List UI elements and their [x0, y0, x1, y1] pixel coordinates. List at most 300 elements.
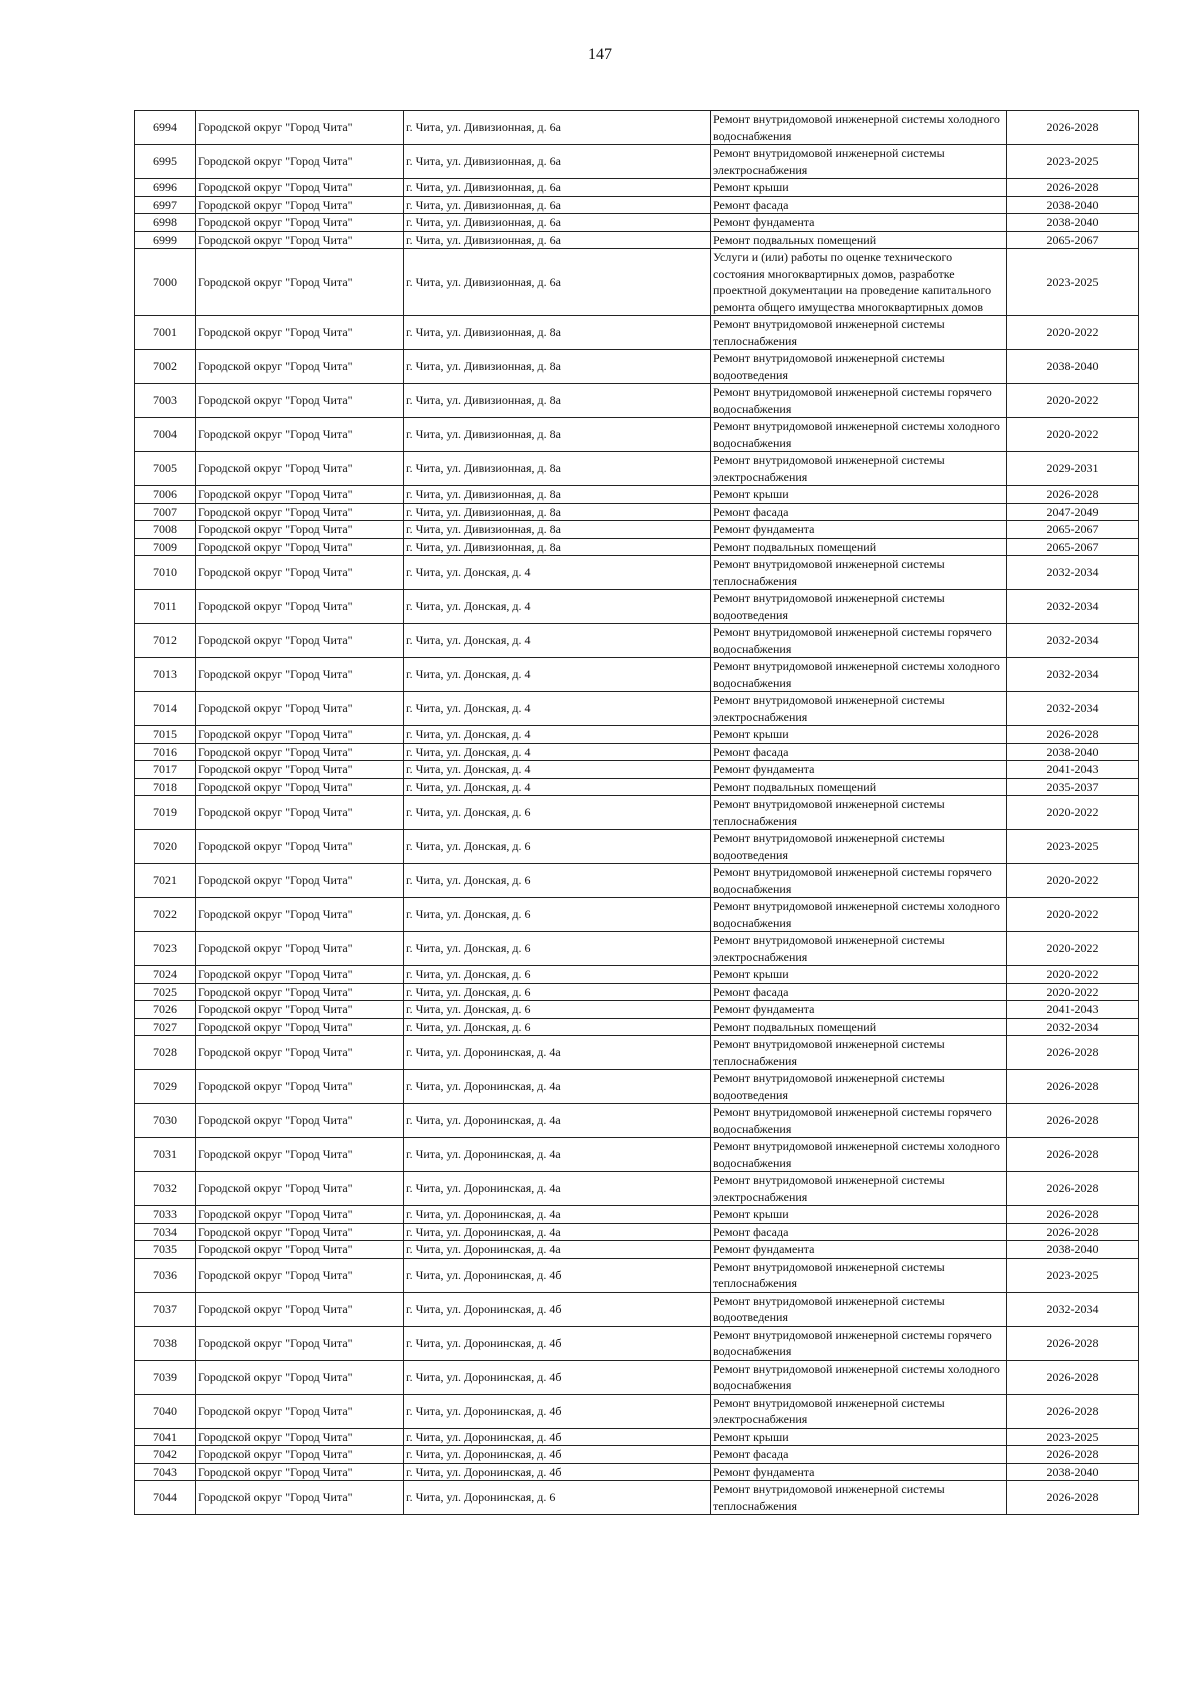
work-type-cell: Ремонт крыши	[711, 1428, 1007, 1446]
table-row	[135, 1104, 1139, 1138]
row-number-cell: 7009	[135, 538, 196, 556]
address-cell: г. Чита, ул. Дивизионная, д. 8а	[404, 350, 711, 384]
work-type-cell: Ремонт фундамента	[711, 761, 1007, 779]
work-type-cell: Ремонт фундамента	[711, 1241, 1007, 1259]
row-number-cell: 7028	[135, 1036, 196, 1070]
period-cell: 2026-2028	[1007, 1138, 1139, 1172]
work-type-cell: Ремонт крыши	[711, 1206, 1007, 1224]
table-row	[135, 1481, 1139, 1515]
municipality-cell: Городской округ "Город Чита"	[196, 1326, 404, 1360]
period-cell: 2035-2037	[1007, 778, 1139, 796]
table-row	[135, 796, 1139, 830]
table-row	[135, 503, 1139, 521]
municipality-cell: Городской округ "Город Чита"	[196, 864, 404, 898]
work-type-cell: Ремонт фундамента	[711, 1001, 1007, 1019]
address-cell: г. Чита, ул. Дивизионная, д. 6а	[404, 196, 711, 214]
row-number-cell: 6994	[135, 111, 196, 145]
work-type-cell: Ремонт внутридомовой инженерной системы холодного водоснабжения	[711, 111, 1007, 145]
municipality-cell: Городской округ "Город Чита"	[196, 1206, 404, 1224]
municipality-cell: Городской округ "Город Чита"	[196, 1258, 404, 1292]
address-cell: г. Чита, ул. Доронинская, д. 4а	[404, 1241, 711, 1259]
work-type-cell: Ремонт фундамента	[711, 1463, 1007, 1481]
table-row	[135, 145, 1139, 179]
row-number-cell: 7022	[135, 898, 196, 932]
period-cell: 2023-2025	[1007, 1258, 1139, 1292]
table-row	[135, 1241, 1139, 1259]
period-cell: 2032-2034	[1007, 590, 1139, 624]
period-cell: 2020-2022	[1007, 316, 1139, 350]
row-number-cell: 7026	[135, 1001, 196, 1019]
address-cell: г. Чита, ул. Донская, д. 4	[404, 624, 711, 658]
table-row	[135, 1446, 1139, 1464]
address-cell: г. Чита, ул. Донская, д. 4	[404, 692, 711, 726]
table-row	[135, 1070, 1139, 1104]
period-cell: 2023-2025	[1007, 830, 1139, 864]
address-cell: г. Чита, ул. Донская, д. 6	[404, 1018, 711, 1036]
row-number-cell: 7016	[135, 743, 196, 761]
table-row	[135, 418, 1139, 452]
work-type-cell: Ремонт внутридомовой инженерной системы горячего водоснабжения	[711, 624, 1007, 658]
work-type-cell: Ремонт внутридомовой инженерной системы электроснабжения	[711, 932, 1007, 966]
row-number-cell: 6997	[135, 196, 196, 214]
period-cell: 2032-2034	[1007, 1018, 1139, 1036]
work-type-cell: Ремонт внутридомовой инженерной системы электроснабжения	[711, 1394, 1007, 1428]
address-cell: г. Чита, ул. Дивизионная, д. 8а	[404, 384, 711, 418]
municipality-cell: Городской округ "Город Чита"	[196, 521, 404, 539]
address-cell: г. Чита, ул. Дивизионная, д. 8а	[404, 486, 711, 504]
work-type-cell: Ремонт внутридомовой инженерной системы холодного водоснабжения	[711, 898, 1007, 932]
table-row	[135, 761, 1139, 779]
address-cell: г. Чита, ул. Доронинская, д. 4а	[404, 1172, 711, 1206]
period-cell: 2038-2040	[1007, 1463, 1139, 1481]
period-cell: 2026-2028	[1007, 486, 1139, 504]
period-cell: 2020-2022	[1007, 384, 1139, 418]
table-row	[135, 932, 1139, 966]
municipality-cell: Городской округ "Город Чита"	[196, 418, 404, 452]
municipality-cell: Городской округ "Город Чита"	[196, 761, 404, 779]
row-number-cell: 7007	[135, 503, 196, 521]
municipality-cell: Городской округ "Город Чита"	[196, 145, 404, 179]
table-row	[135, 1326, 1139, 1360]
table-row	[135, 898, 1139, 932]
work-type-cell: Ремонт фасада	[711, 743, 1007, 761]
period-cell: 2026-2028	[1007, 1481, 1139, 1515]
work-type-cell: Ремонт фундамента	[711, 214, 1007, 232]
address-cell: г. Чита, ул. Доронинская, д. 4б	[404, 1446, 711, 1464]
work-type-cell: Ремонт фасада	[711, 1446, 1007, 1464]
table-row	[135, 1360, 1139, 1394]
address-cell: г. Чита, ул. Донская, д. 6	[404, 983, 711, 1001]
municipality-cell: Городской округ "Город Чита"	[196, 179, 404, 197]
table-row	[135, 486, 1139, 504]
municipality-cell: Городской округ "Город Чита"	[196, 1104, 404, 1138]
address-cell: г. Чита, ул. Дивизионная, д. 8а	[404, 418, 711, 452]
table-row	[135, 1138, 1139, 1172]
address-cell: г. Чита, ул. Доронинская, д. 4б	[404, 1258, 711, 1292]
row-number-cell: 7014	[135, 692, 196, 726]
address-cell: г. Чита, ул. Донская, д. 6	[404, 1001, 711, 1019]
municipality-cell: Городской округ "Город Чита"	[196, 1292, 404, 1326]
row-number-cell: 7019	[135, 796, 196, 830]
address-cell: г. Чита, ул. Доронинская, д. 4б	[404, 1360, 711, 1394]
period-cell: 2029-2031	[1007, 452, 1139, 486]
table-row	[135, 1428, 1139, 1446]
municipality-cell: Городской округ "Город Чита"	[196, 1070, 404, 1104]
address-cell: г. Чита, ул. Донская, д. 6	[404, 898, 711, 932]
period-cell: 2026-2028	[1007, 1206, 1139, 1224]
row-number-cell: 7036	[135, 1258, 196, 1292]
row-number-cell: 7017	[135, 761, 196, 779]
period-cell: 2032-2034	[1007, 658, 1139, 692]
municipality-cell: Городской округ "Город Чита"	[196, 1223, 404, 1241]
period-cell: 2041-2043	[1007, 1001, 1139, 1019]
period-cell: 2026-2028	[1007, 726, 1139, 744]
municipality-cell: Городской округ "Город Чита"	[196, 1481, 404, 1515]
work-type-cell: Ремонт внутридомовой инженерной системы теплоснабжения	[711, 556, 1007, 590]
work-type-cell: Ремонт внутридомовой инженерной системы теплоснабжения	[711, 1481, 1007, 1515]
municipality-cell: Городской округ "Город Чита"	[196, 1394, 404, 1428]
period-cell: 2026-2028	[1007, 1036, 1139, 1070]
municipality-cell: Городской округ "Город Чита"	[196, 1036, 404, 1070]
period-cell: 2023-2025	[1007, 1428, 1139, 1446]
address-cell: г. Чита, ул. Донская, д. 4	[404, 778, 711, 796]
table-row	[135, 624, 1139, 658]
municipality-cell: Городской округ "Город Чита"	[196, 231, 404, 249]
municipality-cell: Городской округ "Город Чита"	[196, 249, 404, 316]
municipality-cell: Городской округ "Город Чита"	[196, 932, 404, 966]
work-type-cell: Ремонт внутридомовой инженерной системы электроснабжения	[711, 452, 1007, 486]
period-cell: 2065-2067	[1007, 538, 1139, 556]
work-type-cell: Ремонт внутридомовой инженерной системы горячего водоснабжения	[711, 1326, 1007, 1360]
row-number-cell: 7035	[135, 1241, 196, 1259]
row-number-cell: 7031	[135, 1138, 196, 1172]
row-number-cell: 7021	[135, 864, 196, 898]
period-cell: 2032-2034	[1007, 556, 1139, 590]
municipality-cell: Городской округ "Город Чита"	[196, 830, 404, 864]
row-number-cell: 7023	[135, 932, 196, 966]
row-number-cell: 7025	[135, 983, 196, 1001]
period-cell: 2038-2040	[1007, 196, 1139, 214]
period-cell: 2038-2040	[1007, 214, 1139, 232]
work-type-cell: Ремонт внутридомовой инженерной системы теплоснабжения	[711, 316, 1007, 350]
table-row	[135, 1172, 1139, 1206]
period-cell: 2038-2040	[1007, 350, 1139, 384]
work-type-cell: Ремонт внутридомовой инженерной системы водоотведения	[711, 590, 1007, 624]
table-row	[135, 1223, 1139, 1241]
row-number-cell: 7039	[135, 1360, 196, 1394]
municipality-cell: Городской округ "Город Чита"	[196, 898, 404, 932]
period-cell: 2038-2040	[1007, 743, 1139, 761]
address-cell: г. Чита, ул. Доронинская, д. 4б	[404, 1394, 711, 1428]
period-cell: 2038-2040	[1007, 1241, 1139, 1259]
table-row	[135, 1036, 1139, 1070]
row-number-cell: 6999	[135, 231, 196, 249]
municipality-cell: Городской округ "Город Чита"	[196, 1018, 404, 1036]
table-row	[135, 538, 1139, 556]
work-type-cell: Ремонт внутридомовой инженерной системы холодного водоснабжения	[711, 1360, 1007, 1394]
row-number-cell: 7043	[135, 1463, 196, 1481]
period-cell: 2020-2022	[1007, 418, 1139, 452]
municipality-cell: Городской округ "Город Чита"	[196, 556, 404, 590]
municipality-cell: Городской округ "Город Чита"	[196, 1172, 404, 1206]
address-cell: г. Чита, ул. Дивизионная, д. 6а	[404, 111, 711, 145]
municipality-cell: Городской округ "Город Чита"	[196, 316, 404, 350]
municipality-cell: Городской округ "Город Чита"	[196, 590, 404, 624]
municipality-cell: Городской округ "Город Чита"	[196, 1446, 404, 1464]
address-cell: г. Чита, ул. Дивизионная, д. 6а	[404, 179, 711, 197]
work-type-cell: Ремонт внутридомовой инженерной системы горячего водоснабжения	[711, 384, 1007, 418]
work-type-cell: Ремонт фасада	[711, 503, 1007, 521]
address-cell: г. Чита, ул. Донская, д. 4	[404, 726, 711, 744]
work-type-cell: Ремонт крыши	[711, 966, 1007, 984]
work-type-cell: Ремонт внутридомовой инженерной системы водоотведения	[711, 830, 1007, 864]
row-number-cell: 7005	[135, 452, 196, 486]
address-cell: г. Чита, ул. Дивизионная, д. 8а	[404, 316, 711, 350]
address-cell: г. Чита, ул. Дивизионная, д. 8а	[404, 538, 711, 556]
municipality-cell: Городской округ "Город Чита"	[196, 1138, 404, 1172]
period-cell: 2065-2067	[1007, 521, 1139, 539]
row-number-cell: 6998	[135, 214, 196, 232]
municipality-cell: Городской округ "Город Чита"	[196, 658, 404, 692]
work-type-cell: Ремонт внутридомовой инженерной системы холодного водоснабжения	[711, 418, 1007, 452]
work-type-cell: Ремонт внутридомовой инженерной системы теплоснабжения	[711, 1036, 1007, 1070]
work-type-cell: Ремонт внутридомовой инженерной системы холодного водоснабжения	[711, 1138, 1007, 1172]
address-cell: г. Чита, ул. Дивизионная, д. 8а	[404, 521, 711, 539]
table-row	[135, 1018, 1139, 1036]
work-type-cell: Ремонт подвальных помещений	[711, 778, 1007, 796]
address-cell: г. Чита, ул. Доронинская, д. 4а	[404, 1104, 711, 1138]
table-row	[135, 521, 1139, 539]
work-type-cell: Ремонт внутридомовой инженерной системы водоотведения	[711, 1292, 1007, 1326]
period-cell: 2047-2049	[1007, 503, 1139, 521]
work-type-cell: Ремонт подвальных помещений	[711, 1018, 1007, 1036]
row-number-cell: 7011	[135, 590, 196, 624]
row-number-cell: 7002	[135, 350, 196, 384]
period-cell: 2026-2028	[1007, 1446, 1139, 1464]
row-number-cell: 7042	[135, 1446, 196, 1464]
municipality-cell: Городской округ "Город Чита"	[196, 538, 404, 556]
row-number-cell: 7000	[135, 249, 196, 316]
municipality-cell: Городской округ "Город Чита"	[196, 1428, 404, 1446]
address-cell: г. Чита, ул. Донская, д. 6	[404, 796, 711, 830]
work-type-cell: Ремонт внутридомовой инженерной системы электроснабжения	[711, 145, 1007, 179]
work-type-cell: Ремонт крыши	[711, 486, 1007, 504]
address-cell: г. Чита, ул. Дивизионная, д. 6а	[404, 249, 711, 316]
table-row	[135, 692, 1139, 726]
table-row	[135, 249, 1139, 316]
work-type-cell: Ремонт внутридомовой инженерной системы водоотведения	[711, 350, 1007, 384]
work-type-cell: Ремонт крыши	[711, 179, 1007, 197]
address-cell: г. Чита, ул. Доронинская, д. 4б	[404, 1428, 711, 1446]
row-number-cell: 6996	[135, 179, 196, 197]
table-row	[135, 1394, 1139, 1428]
municipality-cell: Городской округ "Город Чита"	[196, 1360, 404, 1394]
municipality-cell: Городской округ "Город Чита"	[196, 966, 404, 984]
period-cell: 2020-2022	[1007, 932, 1139, 966]
address-cell: г. Чита, ул. Донская, д. 4	[404, 743, 711, 761]
work-type-cell: Ремонт фундамента	[711, 521, 1007, 539]
municipality-cell: Городской округ "Город Чита"	[196, 624, 404, 658]
work-type-cell: Ремонт внутридомовой инженерной системы теплоснабжения	[711, 1258, 1007, 1292]
period-cell: 2020-2022	[1007, 864, 1139, 898]
period-cell: 2026-2028	[1007, 1172, 1139, 1206]
table-row	[135, 452, 1139, 486]
row-number-cell: 7020	[135, 830, 196, 864]
work-type-cell: Ремонт внутридомовой инженерной системы теплоснабжения	[711, 796, 1007, 830]
row-number-cell: 7003	[135, 384, 196, 418]
address-cell: г. Чита, ул. Доронинская, д. 4б	[404, 1292, 711, 1326]
row-number-cell: 7004	[135, 418, 196, 452]
period-cell: 2026-2028	[1007, 111, 1139, 145]
row-number-cell: 7010	[135, 556, 196, 590]
period-cell: 2020-2022	[1007, 966, 1139, 984]
row-number-cell: 7041	[135, 1428, 196, 1446]
row-number-cell: 7032	[135, 1172, 196, 1206]
row-number-cell: 7018	[135, 778, 196, 796]
table-row	[135, 1206, 1139, 1224]
table-row	[135, 983, 1139, 1001]
repair-schedule-table	[134, 110, 1139, 1515]
period-cell: 2041-2043	[1007, 761, 1139, 779]
period-cell: 2032-2034	[1007, 1292, 1139, 1326]
address-cell: г. Чита, ул. Доронинская, д. 4б	[404, 1463, 711, 1481]
page-number: 147	[588, 46, 612, 63]
address-cell: г. Чита, ул. Донская, д. 6	[404, 864, 711, 898]
municipality-cell: Городской округ "Город Чита"	[196, 726, 404, 744]
period-cell: 2020-2022	[1007, 898, 1139, 932]
row-number-cell: 7030	[135, 1104, 196, 1138]
table-row	[135, 778, 1139, 796]
period-cell: 2026-2028	[1007, 1223, 1139, 1241]
municipality-cell: Городской округ "Город Чита"	[196, 692, 404, 726]
municipality-cell: Городской округ "Город Чита"	[196, 1241, 404, 1259]
table-row	[135, 658, 1139, 692]
table-row	[135, 214, 1139, 232]
work-type-cell: Услуги и (или) работы по оценке технического состояния многоквартирных домов, разработке проектной документации на проведение капитального ремонта общего имущества многоквартирных домов	[711, 249, 1007, 316]
address-cell: г. Чита, ул. Донская, д. 4	[404, 590, 711, 624]
table-row	[135, 864, 1139, 898]
work-type-cell: Ремонт фасада	[711, 1223, 1007, 1241]
address-cell: г. Чита, ул. Донская, д. 6	[404, 830, 711, 864]
municipality-cell: Городской округ "Город Чита"	[196, 983, 404, 1001]
row-number-cell: 7034	[135, 1223, 196, 1241]
municipality-cell: Городской округ "Город Чита"	[196, 778, 404, 796]
table-row	[135, 196, 1139, 214]
period-cell: 2023-2025	[1007, 249, 1139, 316]
period-cell: 2026-2028	[1007, 1326, 1139, 1360]
work-type-cell: Ремонт крыши	[711, 726, 1007, 744]
municipality-cell: Городской округ "Город Чита"	[196, 503, 404, 521]
row-number-cell: 7015	[135, 726, 196, 744]
municipality-cell: Городской округ "Город Чита"	[196, 796, 404, 830]
period-cell: 2020-2022	[1007, 796, 1139, 830]
table-row	[135, 179, 1139, 197]
table-row	[135, 231, 1139, 249]
table-row	[135, 1001, 1139, 1019]
address-cell: г. Чита, ул. Доронинская, д. 4а	[404, 1206, 711, 1224]
address-cell: г. Чита, ул. Доронинская, д. 4а	[404, 1036, 711, 1070]
table-row	[135, 966, 1139, 984]
row-number-cell: 6995	[135, 145, 196, 179]
municipality-cell: Городской округ "Город Чита"	[196, 384, 404, 418]
row-number-cell: 7040	[135, 1394, 196, 1428]
table-row	[135, 830, 1139, 864]
address-cell: г. Чита, ул. Доронинская, д. 4б	[404, 1326, 711, 1360]
row-number-cell: 7001	[135, 316, 196, 350]
period-cell: 2065-2067	[1007, 231, 1139, 249]
address-cell: г. Чита, ул. Дивизионная, д. 8а	[404, 503, 711, 521]
table-row	[135, 384, 1139, 418]
row-number-cell: 7024	[135, 966, 196, 984]
municipality-cell: Городской округ "Город Чита"	[196, 111, 404, 145]
address-cell: г. Чита, ул. Донская, д. 6	[404, 966, 711, 984]
row-number-cell: 7044	[135, 1481, 196, 1515]
period-cell: 2026-2028	[1007, 179, 1139, 197]
row-number-cell: 7033	[135, 1206, 196, 1224]
municipality-cell: Городской округ "Город Чита"	[196, 350, 404, 384]
table-row	[135, 1258, 1139, 1292]
row-number-cell: 7006	[135, 486, 196, 504]
work-type-cell: Ремонт внутридомовой инженерной системы горячего водоснабжения	[711, 1104, 1007, 1138]
table-row	[135, 316, 1139, 350]
address-cell: г. Чита, ул. Донская, д. 4	[404, 761, 711, 779]
municipality-cell: Городской округ "Город Чита"	[196, 486, 404, 504]
period-cell: 2032-2034	[1007, 624, 1139, 658]
municipality-cell: Городской округ "Город Чита"	[196, 214, 404, 232]
address-cell: г. Чита, ул. Дивизионная, д. 6а	[404, 214, 711, 232]
address-cell: г. Чита, ул. Доронинская, д. 4а	[404, 1138, 711, 1172]
address-cell: г. Чита, ул. Доронинская, д. 6	[404, 1481, 711, 1515]
period-cell: 2023-2025	[1007, 145, 1139, 179]
address-cell: г. Чита, ул. Донская, д. 6	[404, 932, 711, 966]
work-type-cell: Ремонт фасада	[711, 983, 1007, 1001]
row-number-cell: 7027	[135, 1018, 196, 1036]
municipality-cell: Городской округ "Город Чита"	[196, 1463, 404, 1481]
work-type-cell: Ремонт подвальных помещений	[711, 538, 1007, 556]
work-type-cell: Ремонт фасада	[711, 196, 1007, 214]
row-number-cell: 7012	[135, 624, 196, 658]
work-type-cell: Ремонт внутридомовой инженерной системы электроснабжения	[711, 1172, 1007, 1206]
municipality-cell: Городской округ "Город Чита"	[196, 743, 404, 761]
address-cell: г. Чита, ул. Дивизионная, д. 8а	[404, 452, 711, 486]
table-row	[135, 111, 1139, 145]
table-row	[135, 1292, 1139, 1326]
period-cell: 2032-2034	[1007, 692, 1139, 726]
municipality-cell: Городской округ "Город Чита"	[196, 452, 404, 486]
row-number-cell: 7029	[135, 1070, 196, 1104]
period-cell: 2026-2028	[1007, 1360, 1139, 1394]
row-number-cell: 7013	[135, 658, 196, 692]
row-number-cell: 7037	[135, 1292, 196, 1326]
table-row	[135, 590, 1139, 624]
table-row	[135, 743, 1139, 761]
address-cell: г. Чита, ул. Донская, д. 4	[404, 658, 711, 692]
address-cell: г. Чита, ул. Донская, д. 4	[404, 556, 711, 590]
period-cell: 2020-2022	[1007, 983, 1139, 1001]
municipality-cell: Городской округ "Город Чита"	[196, 196, 404, 214]
address-cell: г. Чита, ул. Доронинская, д. 4а	[404, 1223, 711, 1241]
table-row	[135, 1463, 1139, 1481]
row-number-cell: 7008	[135, 521, 196, 539]
address-cell: г. Чита, ул. Доронинская, д. 4а	[404, 1070, 711, 1104]
period-cell: 2026-2028	[1007, 1104, 1139, 1138]
period-cell: 2026-2028	[1007, 1070, 1139, 1104]
period-cell: 2026-2028	[1007, 1394, 1139, 1428]
municipality-cell: Городской округ "Город Чита"	[196, 1001, 404, 1019]
work-type-cell: Ремонт внутридомовой инженерной системы водоотведения	[711, 1070, 1007, 1104]
row-number-cell: 7038	[135, 1326, 196, 1360]
table-row	[135, 726, 1139, 744]
